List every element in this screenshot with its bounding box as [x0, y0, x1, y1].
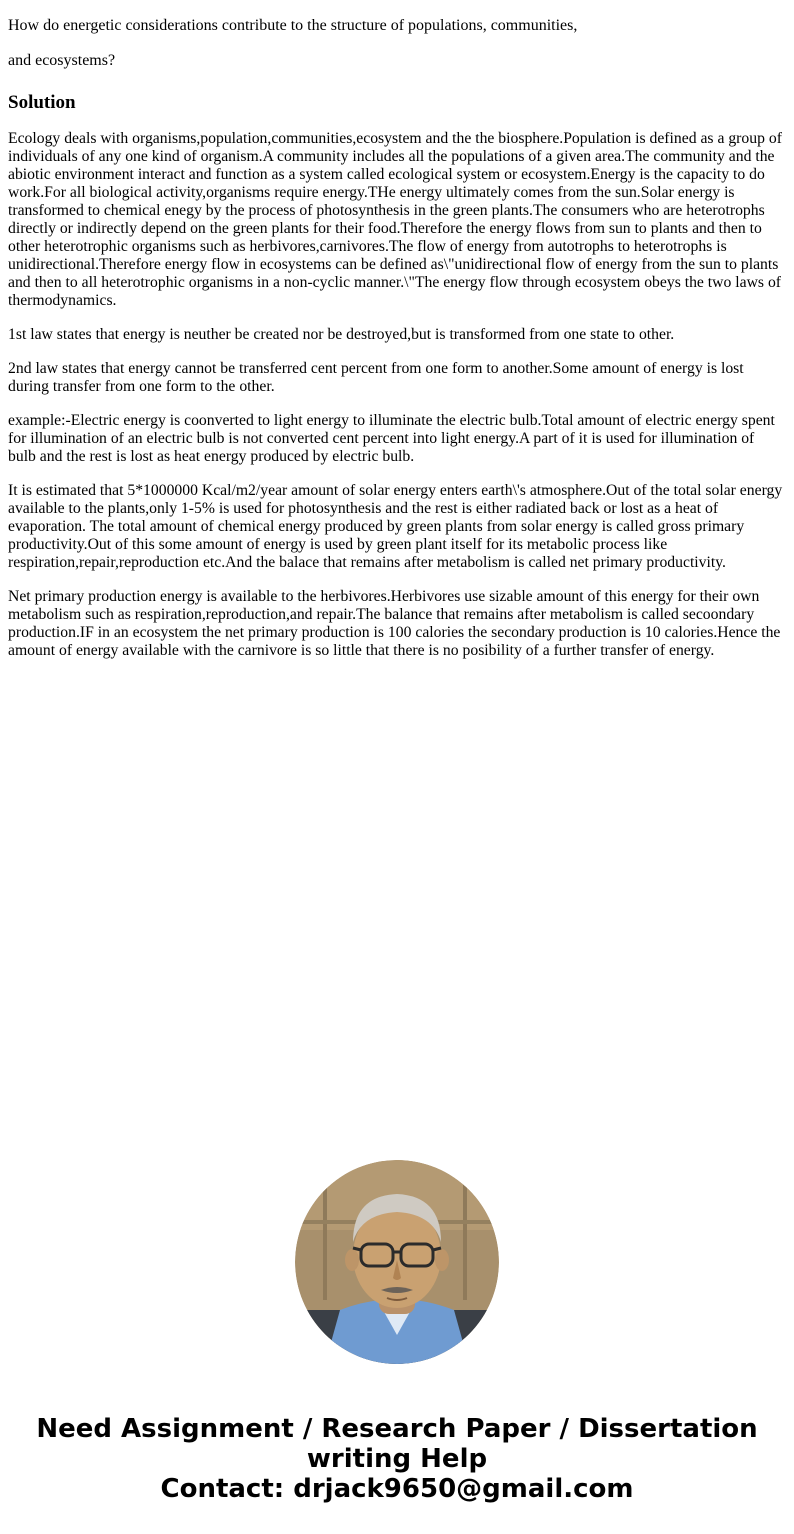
solution-paragraph: Net primary production energy is available to the herbivores.Herbivores use sizable amount of this energy for their own metabolism such as respiration,reproduction,and repair.The balance that remains after metabolism is called secoondary production.IF in an ecosystem the net primary production is 100 calories the secondary production is 10 calories.Hence the amount of energy available with the carnivore is so little that there is no posibility of a further transfer of energy. [8, 588, 781, 659]
question-line-2: and ecosystems? [8, 52, 116, 69]
solution-paragraph: 1st law states that energy is neuther be created nor be destroyed,but is transformed from one state to other. [8, 326, 675, 343]
solution-heading: Solution [8, 92, 76, 113]
footer-contact-text: Contact: drjack9650@gmail.com [160, 1474, 634, 1504]
solution-paragraph: 2nd law states that energy cannot be transferred cent percent from one form to another.Some amount of energy is lost during transfer from one form to the other. [8, 360, 744, 395]
question-line-1: How do energetic considerations contribute to the structure of populations, communities, [8, 17, 578, 34]
solution-paragraph: example:-Electric energy is coonverted to light energy to illuminate the electric bulb.Total amount of electric energy spent for illumination of an electric bulb is not converted cent percent into light energy.A part of it is used for illumination of bulb and the rest is lost as heat energy produced by electric bulb. [8, 412, 775, 465]
avatar-section [8, 1160, 786, 1364]
solution-paragraph: Ecology deals with organisms,population,communities,ecosystem and the the biosphere.Population is defined as a group of individuals of any one kind of organism.A community includes all the populations of a given area.The community and the abiotic environment interact and function as a system called ecological system or ecosystem.Energy is the capacity to do work.For all biological activity,organisms require energy.THe energy ultimately comes from the sun.Solar energy is transformed to chemical enegy by the process of photosynthesis in the green plants.The consumers who are heterotrophs directly or indirectly depend on the green plants for their food.Therefore the energy flows from sun to plants and then to other heterotrophic organisms such as herbivores,carnivores.The flow of energy from autotrophs to heterotrophs is unidirectional.Therefore energy flow in ecosystems can be defined as\"unidirectional flow of energy from the sun to plants and then to all heterotrophic organisms in a non-cyclic manner.\"The energy flow through ecosystem obeys the two laws of thermodynamics. [8, 130, 782, 309]
footer [8, 1414, 786, 1504]
solution-paragraph: It is estimated that 5*1000000 Kcal/m2/year amount of solar energy enters earth\'s atmosphere.Out of the total solar energy available to the plants,only 1-5% is used for photosynthesis and the rest is either radiated back or lost as a heat of evaporation. The total amount of chemical energy produced by green plants from solar energy is called gross primary productivity.Out of this some amount of energy is used by green plant itself for its metabolic process like respiration,repair,reproduction etc.And the balace that remains after metabolism is called net primary productivity. [8, 482, 783, 571]
footer-help-text: Need Assignment / Research Paper / Dissertation writing Help [36, 1414, 758, 1474]
person-photo [295, 1160, 499, 1364]
